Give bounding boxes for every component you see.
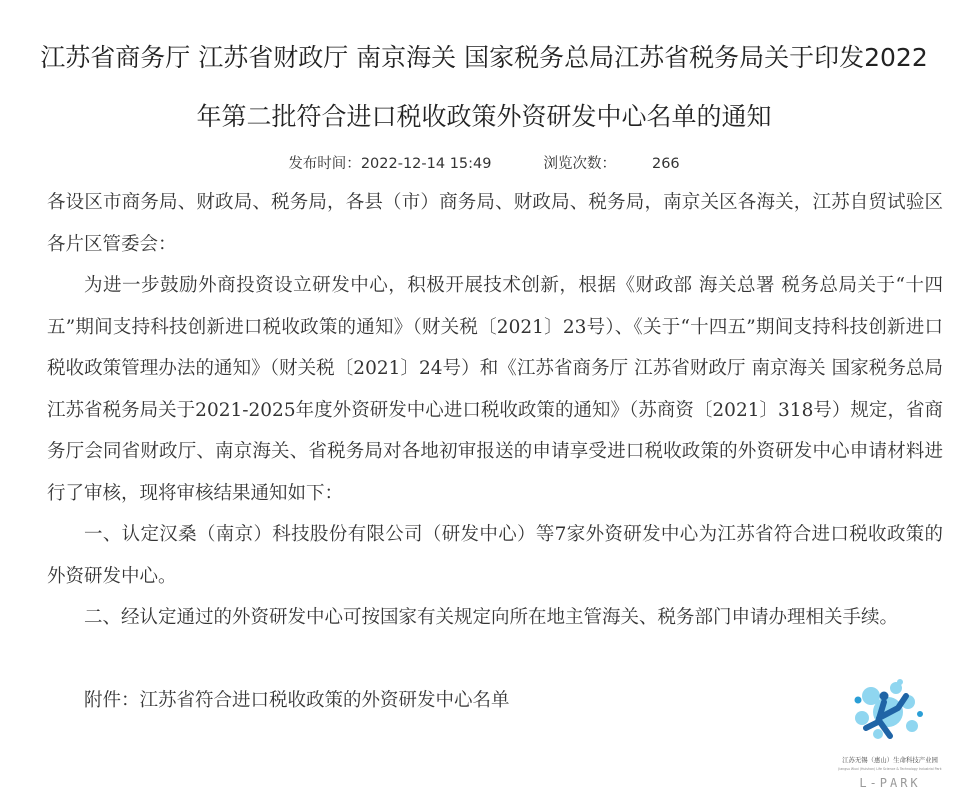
park-logo xyxy=(838,676,942,796)
views-count: 266 xyxy=(651,156,680,172)
salutation: 各设区市商务局、财政局、税务局，各县（市）商务局、财政局、税务局，南京关区各海关，江苏自贸试验区各片区管委会： xyxy=(47,192,943,255)
spacer xyxy=(47,639,943,681)
views-label: 浏览次数： xyxy=(543,156,616,172)
article-body xyxy=(47,182,943,722)
body-paragraph: 二、经认定通过的外资研发中心可按国家有关规定向所在地主管海关、税务部门申请办理相关手续。 xyxy=(84,607,899,628)
body-paragraph: 为进一步鼓励外商投资设立研发中心，积极开展技术创新，根据《财政部 海关总署 税务总局关于“十四五”期间支持科技创新进口税收政策的通知》（财关税〔2021〕23号）、《关于“十四五”期间支持科技创新进口税收政策管理办法的通知》（财关税〔2021〕24号）和《江苏省商务厅 江苏省财政厅 南京海关 国家税务总局江苏省税务局关于2021-2025年度外资研发中心进口税收政策的通知》（苏商资〔2021〕318号）规定，省商务厅会同省财政厅、南京海关、省税务局对各地初审报送的申请享受进口税收政策的外资研发中心申请材料进行了审核，现将审核结果通知如下： xyxy=(47,275,943,504)
logo-text-en: Jiangsu Wuxi (Huishan) Life Science & Technology Industrial Park xyxy=(838,767,942,771)
body-paragraph: 一、认定汉桑（南京）科技股份有限公司（研发中心）等7家外资研发中心为江苏省符合进口税收政策的外资研发中心。 xyxy=(47,524,943,587)
logo-wordmark: L-PARK xyxy=(859,776,921,790)
article-meta xyxy=(0,152,968,173)
page-title: 江苏省商务厅 江苏省财政厅 南京海关 国家税务总局江苏省税务局关于印发2022年第二批符合进口税收政策外资研发中心名单的通知 xyxy=(40,43,928,131)
splash-figure-icon xyxy=(855,679,924,739)
attachment-line: 附件：江苏省符合进口税收政策的外资研发中心名单 xyxy=(84,690,510,711)
logo-text-cn: 江苏无锡（惠山）生命科技产业园 xyxy=(842,756,938,764)
publish-time-label: 发布时间： xyxy=(288,156,361,172)
splash-figure-logo-icon xyxy=(838,676,942,796)
publish-time: 2022-12-14 15:49 xyxy=(360,156,492,172)
